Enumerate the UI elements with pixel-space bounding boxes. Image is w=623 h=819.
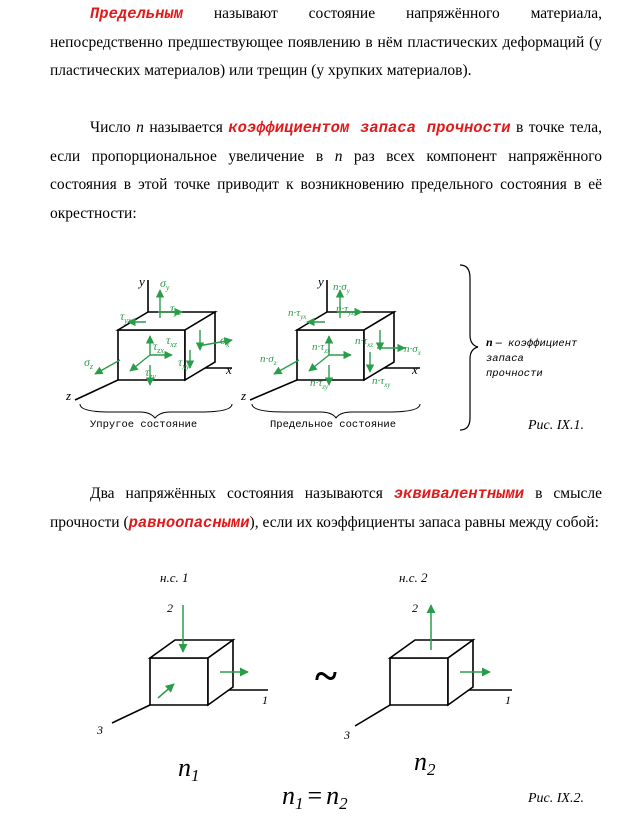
svg-text:σy: $\sigma_y$ — [160, 276, 170, 292]
p2-mid: называется — [143, 119, 229, 136]
svg-text:n·τyx: $n\cdot\tau_{yx}$ — [288, 307, 307, 321]
left-axis-x: x — [226, 362, 232, 377]
p2-post2: раз всех компонент напряжённого состояния в этой точке приводит к возникновению предельного состояния в её окрестности: — [50, 147, 602, 222]
svg-text:τxy: $\tau_{xy}$ — [178, 355, 190, 371]
term-equivalent: эквивалентными — [393, 485, 525, 503]
fig2-left-cube — [112, 640, 268, 723]
right-brace — [252, 404, 420, 418]
right-caption: Предельное состояние — [270, 419, 397, 431]
left-caption: Упругое состояние — [90, 419, 198, 431]
svg-text:n·τxz: $n\cdot\tau_{xz}$ — [355, 335, 374, 349]
svg-text:τzx: $\tau_{zx}$ — [153, 339, 164, 355]
safety-factor-note — [486, 335, 578, 380]
term-limit: Предельным — [90, 5, 184, 23]
var-n: n — [136, 119, 144, 136]
fig1-label: Рис. IX.1. — [528, 418, 584, 433]
right-axis-y: y — [318, 274, 324, 289]
fig2-safety-factors — [178, 747, 436, 813]
right-axis-z: z — [241, 388, 247, 403]
left-axis-z: z — [66, 388, 72, 403]
right-axis-x: x — [412, 362, 418, 377]
svg-text:σz: $\sigma_z$ — [84, 355, 94, 371]
big-brace — [460, 265, 478, 430]
p2-post: в точке тела, если пропорциональное увеличение в — [50, 119, 603, 165]
svg-text:τyx: $\tau_{yx}$ — [120, 309, 132, 325]
svg-text:n1=n2: n1 = n2 — [282, 781, 348, 813]
svg-text:σx: $\sigma_x$ — [220, 333, 230, 349]
term-equally-dangerous: равноопасными — [128, 513, 250, 532]
left-axis-y: y — [139, 274, 145, 289]
var-n-2: n — [334, 147, 343, 165]
p2-pre: Число — [90, 119, 137, 136]
svg-text:τzy: $\tau_{zy}$ — [145, 365, 156, 381]
svg-text:n·σx: $n\cdot\sigma_x$ — [404, 343, 421, 357]
svg-text:n·τyz: $n\cdot\tau_{yz}$ — [336, 303, 355, 317]
p3-post: ), если их коэффициенты запаса равны между собой: — [249, 513, 599, 531]
left-brace — [80, 404, 232, 418]
svg-text:n·σy: $n\cdot\sigma_y$ — [333, 281, 350, 295]
left-axis-3: 3 — [97, 723, 103, 737]
svg-text:запаса: запаса — [486, 353, 524, 365]
term-safety-factor: коэффициентом запаса прочности — [228, 119, 511, 137]
svg-text:n·σz: $n\cdot\sigma_z$ — [260, 353, 277, 367]
right-axis-2: 2 — [412, 601, 418, 615]
svg-text:прочности: прочности — [486, 368, 543, 380]
right-axis-1: 1 — [505, 693, 511, 707]
fig2-right-cube — [355, 640, 512, 726]
left-axis-2: 2 — [167, 601, 173, 615]
svg-text:n2: n2 — [414, 747, 436, 779]
svg-text:n1: n1 — [178, 753, 200, 785]
fig1-right-cube — [250, 280, 420, 400]
svg-text:n·τxy: $n\cdot\tau_{xy}$ — [372, 375, 391, 389]
p3-mid: в смысле прочности ( — [50, 485, 602, 531]
svg-text:n·τzx: $n\cdot\tau_{zx}$ — [312, 341, 331, 355]
equivalence-tilde: ~ — [315, 654, 337, 700]
p3-pre: Два напряжённых состояния называются — [90, 485, 394, 502]
svg-text:n – коэффициент: n – коэффициент — [486, 335, 578, 350]
svg-text:τyz: $\tau_{yz}$ — [170, 301, 181, 317]
svg-text:τxz: $\tau_{xz}$ — [166, 333, 177, 349]
svg-text:n·τzy: $n\cdot\tau_{zy}$ — [310, 377, 329, 391]
ns1-label: н.с. 1 — [160, 570, 189, 585]
p1-text: называют состояние напряжённого материала, непосредственно предшествующее появлению в нём пластических деформаций (у пластических материалов) или трещин (у хрупких материалов). — [50, 5, 602, 79]
fig2-label: Рис. IX.2. — [528, 791, 584, 806]
right-axis-3: 3 — [344, 728, 350, 742]
ns2-label: н.с. 2 — [399, 570, 428, 585]
left-axis-1: 1 — [262, 693, 268, 707]
